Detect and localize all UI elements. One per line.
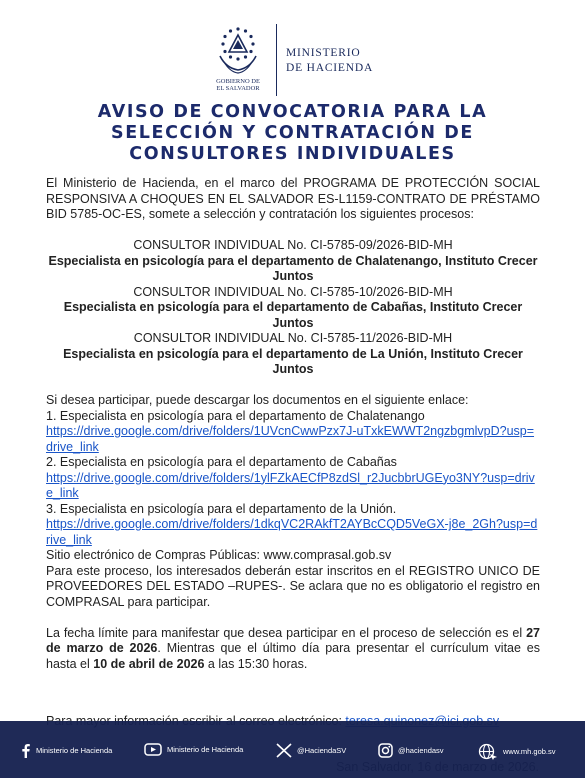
registration-paragraph: Para este proceso, los interesados deberán estar inscritos en el REGISTRO UNICO DE PROVEEDORES DEL ESTADO –RUPES-. Se aclara que no es obligatorio el registro en COMPRASAL para participar.	[46, 563, 540, 609]
process-list	[46, 238, 540, 378]
deadline-text: . Mientras que el último día para presentar el currículum vitae es hasta el	[46, 641, 541, 671]
header	[0, 22, 585, 100]
download-link-chalatenango[interactable]: https://drive.google.com/drive/folders/1UVcnCwwPzx7J-uTxkEWWT2ngzbgmlvpD?usp=drive_link	[46, 424, 535, 454]
download-label: 2. Especialista en psicología para el departamento de Cabañas	[46, 455, 397, 469]
youtube-label: Ministerio de Hacienda	[167, 745, 244, 754]
intro-paragraph: El Ministerio de Hacienda, en el marco del PROGRAMA DE PROTECCIÓN SOCIAL RESPONSIVA A CHOQUES EN EL SALVADOR ES-L1159-CONTRATO DE PRÉSTAMO BID 5785-OC-ES, somete a selección y contratación los siguientes procesos:	[46, 176, 540, 221]
title-line-2: SELECCIÓN Y CONTRATACIÓN DE	[111, 123, 474, 143]
website-label: www.mh.gob.sv	[503, 747, 556, 756]
process-code: CONSULTOR INDIVIDUAL No. CI-5785-10/2026-BID-MH	[133, 284, 453, 299]
gov-line-1: GOBIERNO DE	[216, 78, 260, 85]
deadline-date-2: 10 de abril de 2026	[93, 656, 205, 671]
youtube-icon	[144, 743, 162, 756]
website-link[interactable]	[478, 743, 556, 760]
spacer	[46, 223, 540, 239]
facebook-link[interactable]	[20, 743, 112, 758]
government-label	[202, 78, 274, 92]
gov-line-2: EL SALVADOR	[216, 85, 260, 92]
social-footer	[0, 721, 585, 778]
download-intro: Si desea participar, puede descargar los documentos en el siguiente enlace:	[46, 393, 469, 407]
compras-site: Sitio electrónico de Compras Públicas: www.comprasal.gob.sv	[46, 548, 392, 562]
process-description: Especialista en psicología para el departamento de La Unión, Instituto Crecer Juntos	[63, 346, 523, 376]
process-description: Especialista en psicología para el departamento de Cabañas, Instituto Crecer Juntos	[63, 300, 523, 330]
facebook-icon	[20, 743, 31, 758]
ministry-label	[286, 46, 373, 76]
ministry-line-1: MINISTERIO	[286, 47, 361, 59]
deadline-paragraph	[46, 626, 540, 673]
coat-of-arms-icon	[212, 26, 264, 76]
x-icon	[276, 743, 292, 758]
download-link-cabanas[interactable]: https://drive.google.com/drive/folders/1ylFZkAECfP8zdSl_r2JucbbrUGEyo3NY?usp=drive_link	[46, 470, 535, 500]
title-line-3: CONSULTORES INDIVIDUALES	[129, 144, 456, 164]
download-label: 3. Especialista en psicología para el departamento de la Unión.	[46, 501, 397, 516]
download-label: 1. Especialista en psicología para el departamento de Chalatenango	[46, 408, 425, 423]
globe-icon	[478, 743, 498, 760]
instagram-link[interactable]	[378, 743, 444, 758]
x-label: @HaciendaSV	[297, 746, 347, 755]
deadline-text: a las 15:30 horas.	[204, 656, 308, 671]
facebook-label: Ministerio de Hacienda	[36, 746, 113, 755]
deadline-text: La fecha límite para manifestar que desea participar en el proceso de selección es el	[46, 625, 527, 640]
header-divider	[276, 24, 277, 96]
page-title	[30, 102, 555, 165]
deadline-date-1: 27 de marzo de 2026	[46, 625, 540, 655]
download-link-la-union[interactable]: https://drive.google.com/drive/folders/1dkqVC2RAkfT2AYBcCQD5VeGX-j8e_2Gh?usp=drive_link	[46, 517, 538, 547]
x-link[interactable]	[276, 743, 346, 758]
youtube-link[interactable]	[144, 743, 243, 756]
spacer	[46, 610, 540, 626]
spacer	[46, 378, 540, 394]
instagram-icon	[378, 743, 393, 758]
instagram-label: @haciendasv	[398, 746, 444, 755]
process-code: CONSULTOR INDIVIDUAL No. CI-5785-09/2026-BID-MH	[133, 238, 453, 252]
notice-body	[46, 176, 540, 672]
ministry-line-2: DE HACIENDA	[286, 62, 374, 74]
process-code: CONSULTOR INDIVIDUAL No. CI-5785-11/2026-BID-MH	[133, 331, 453, 345]
process-description: Especialista en psicología para el departamento de Chalatenango, Instituto Crecer Juntos	[48, 253, 538, 283]
title-line-1: AVISO DE CONVOCATORIA PARA LA	[97, 102, 488, 122]
